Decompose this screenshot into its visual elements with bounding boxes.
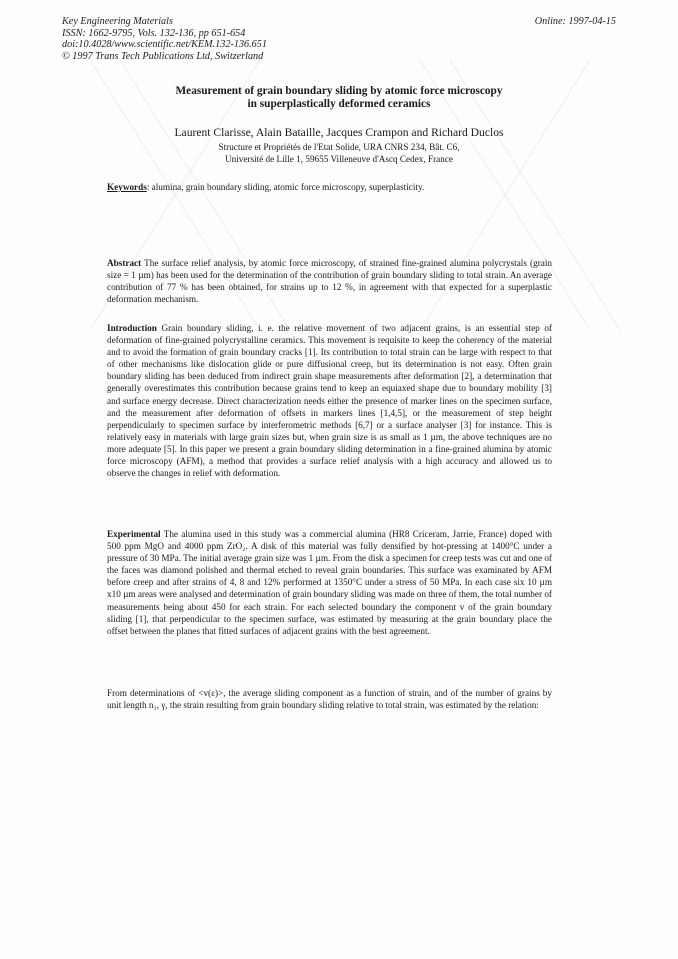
keywords-text: : alumina, grain boundary sliding, atomic force microscopy, superplasticity. [146, 182, 425, 192]
affiliation-line-2: Université de Lille 1, 59655 Villeneuve d'Ascq Cedex, France [224, 154, 453, 165]
title-line-2: in superplastically deformed ceramics [247, 98, 431, 110]
keywords-label: Keywords [107, 182, 147, 192]
introduction-paragraph [107, 322, 552, 479]
affiliation [110, 141, 568, 166]
abstract-heading: Abstract [107, 258, 142, 268]
abstract-paragraph [107, 257, 552, 305]
experimental-heading: Experimental [107, 529, 161, 539]
experimental-text: The alumina used in this study was a commercial alumina (HR8 Criceram, Jarrie, France) doped with 500 ppm MgO and 4000 ppm ZrO₂. A disk of this material was fully densified by hot-pressing at 1400°C under a pressure of 30 MPa. The initial average grain size was 1 µm. From the disk a specimen for creep tests was cut and one of the faces was diamond polished and thermal etched to reveal grain boundaries. This surface was examinated by AFM before creep and after strains of 4, 8 and 12% performed at 1350°C under a stress of 50 MPa. In each case six 10 µm x10 µm areas were analysed and determination of grain boundary sliding was made on three of them, the total number of measurements being about 450 for each strain. For each selected boundary the component v of the grain boundary sliding [1], that perpendicular to the specimen surface, was estimated by measuring at the grain boundary place the offset between the planes that fitted surfaces of adjacent grains with the best agreement. [107, 529, 552, 636]
doi-line[interactable]: doi:10.4028/www.scientific.net/KEM.132-136.651 [62, 39, 267, 51]
affiliation-line-1: Structure et Propriétés de l'Etat Solide, URA CNRS 234, Bât. C6, [218, 142, 460, 152]
author-list: Laurent Clarisse, Alain Bataille, Jacques Crampon and Richard Duclos [174, 126, 504, 139]
introduction-heading: Introduction [107, 323, 157, 333]
online-date: Online: 1997-04-15 [534, 16, 616, 27]
closing-paragraph: From determinations of <v(ε)>, the average sliding component as a function of strain, and of the number of grains by unit length n₁, γ, the strain resulting from grain boundary sliding relative to total strain, was estimated by the relation: [107, 688, 552, 711]
keywords [107, 181, 577, 193]
journal-name: Key Engineering Materials [62, 16, 173, 27]
experimental-paragraph [107, 528, 552, 637]
paper-title [110, 85, 568, 111]
title-line-1: Measurement of grain boundary sliding by atomic force microscopy [175, 85, 503, 97]
issn-line: ISSN: 1662-9795, Vols. 132-136, pp 651-654 [62, 27, 246, 39]
copyright-line: © 1997 Trans Tech Publications Ltd, Switzerland [62, 50, 264, 62]
abstract-text: The surface relief analysis, by atomic force microscopy, of strained fine-grained alumina polycrystals (grain size = 1 µm) has been used for the determination of the contribution of grain boundary sliding to total strain. An average contribution of 77 % has been obtained, for strains up to 12 %, in agreement with that expected for a superplastic deformation mechanism. [107, 258, 552, 305]
introduction-text: Grain boundary sliding, i. e. the relative movement of two adjacent grains, is an essential step of deformation of fine-grained polycrystalline ceramics. This movement is requisite to keep the coherency of the material and to avoid the formation of grain boundary cracks [1]. Its contribution to total strain can be large with respect to that of other mechanisms like dislocation glide or pure diffusional creep, but its determination is not easy. Often grain boundary sliding has been deduced from indirect grain shape measurements after deformation [2], a determination that generally overestimates this contribution because grains tend to keep an equiaxed shape due to boundary mobility [3] and surface energy decrease. Direct characterization needs either the presence of marker lines on the specimen surface, and the measurement after deformation of offsets in markers lines [1,4,5], or the measurement of step height perpendicularly to specimen surface by interferometric methods [6,7] or a surface analyser [3] for instance. This is relatively easy in materials with large grain sizes but, when grain size is as small as 1 µm, the above techniques are no more adequate [5]. In this paper we present a grain boundary sliding determination in a fine-grained alumina by atomic force microscopy (AFM), a method that provides a surface relief analysis with a high accuracy and allowed us to observe the changes in relief with deformation. [107, 323, 552, 479]
